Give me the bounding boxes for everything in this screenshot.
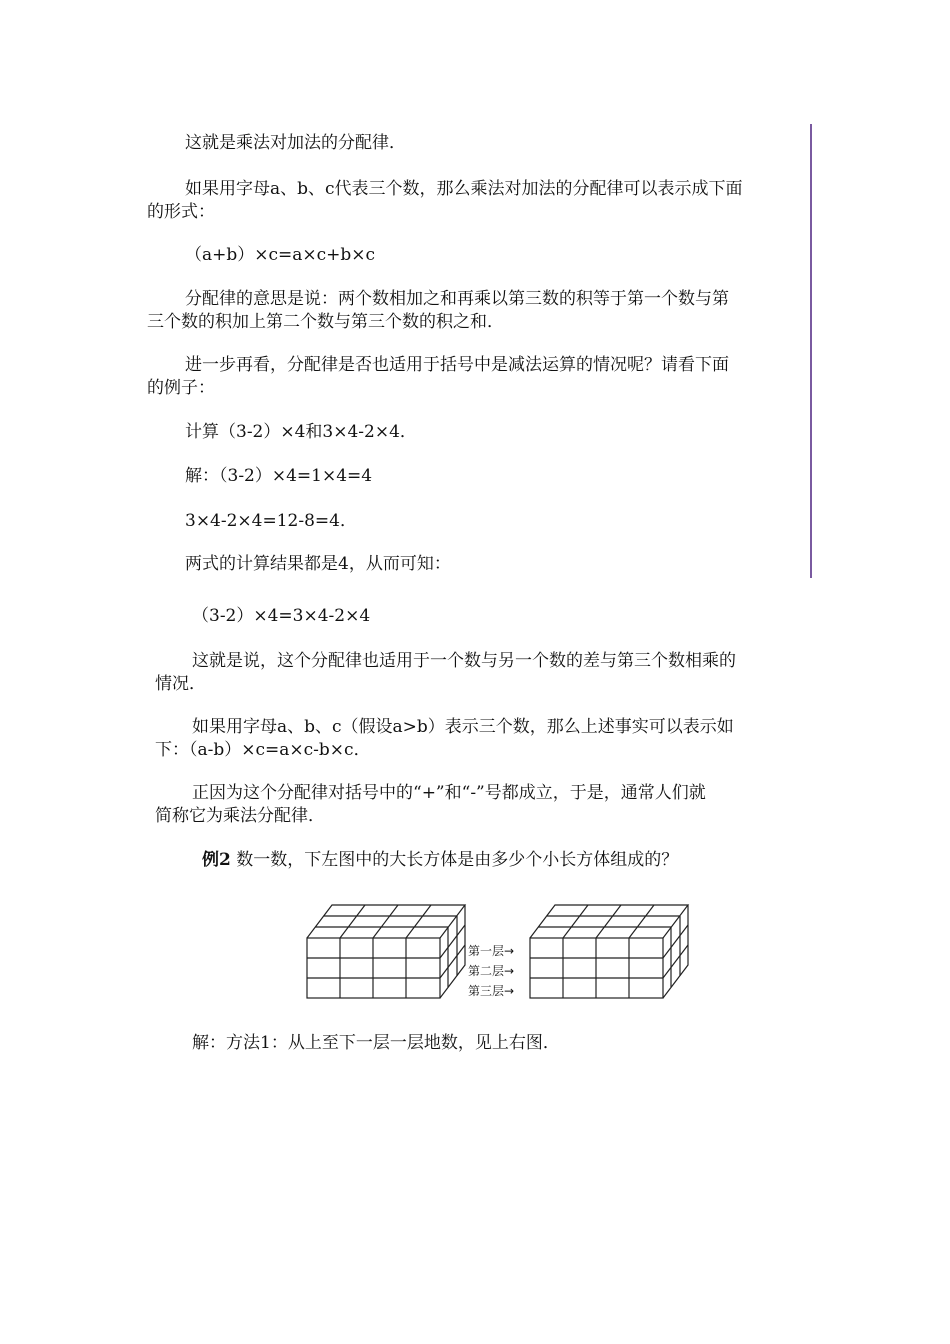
paragraph-line: 的形式： [147,202,215,222]
solution-line: 解：（3-2）×4=1×4=4 [185,466,373,486]
paragraph-line: 正因为这个分配律对括号中的“+”和“-”号都成立，于是，通常人们就 [192,783,706,803]
paragraph-line: 这就是乘法对加法的分配律． [185,133,406,153]
layer-label: 第一层→ [468,944,515,958]
paragraph-line: 进一步再看，分配律是否也适用于括号中是减法运算的情况呢？请看下面 [185,355,729,375]
calculation-task: 计算（3-2）×4和3×4-2×4． [185,422,417,442]
paragraph-line: 情况． [155,674,206,694]
cuboid-figure [300,895,700,1007]
left-cuboid [307,905,465,998]
paragraph-line: 三个数的积加上第二个数与第三个数的积之和． [147,312,504,332]
formula: （a+b）×c=a×c+b×c [185,245,376,265]
paragraph-line: 下：（a-b）×c=a×c-b×c． [155,740,371,760]
solution-method: 解：方法1：从上至下一层一层地数，见上右图． [192,1033,560,1053]
paragraph-line: 如果用字母a、b、c代表三个数，那么乘法对加法的分配律可以表示成下面 [185,179,743,199]
example-text: 数一数，下左图中的大长方体是由多少个小长方体组成的？ [230,850,679,870]
example-label: 例2 [202,850,231,870]
formula: （3-2）×4=3×4-2×4 [192,606,371,626]
paragraph-line: 这就是说，这个分配律也适用于一个数与另一个数的差与第三个数相乘的 [192,651,736,671]
paragraph-line: 如果用字母a、b、c（假设a>b）表示三个数，那么上述事实可以表示如 [192,717,734,737]
example-heading [202,849,872,872]
paragraph-line: 的例子： [147,378,215,398]
paragraph-line: 分配律的意思是说：两个数相加之和再乘以第三数的积等于第一个数与第 [185,289,729,309]
solution-line: 3×4-2×4=12-8=4． [185,511,357,531]
layer-label: 第三层→ [468,984,515,998]
right-cuboid [530,905,688,998]
paragraph-line: 简称它为乘法分配律． [155,806,325,826]
layer-label: 第二层→ [468,964,515,978]
paragraph-line: 两式的计算结果都是4，从而可知： [185,554,451,574]
